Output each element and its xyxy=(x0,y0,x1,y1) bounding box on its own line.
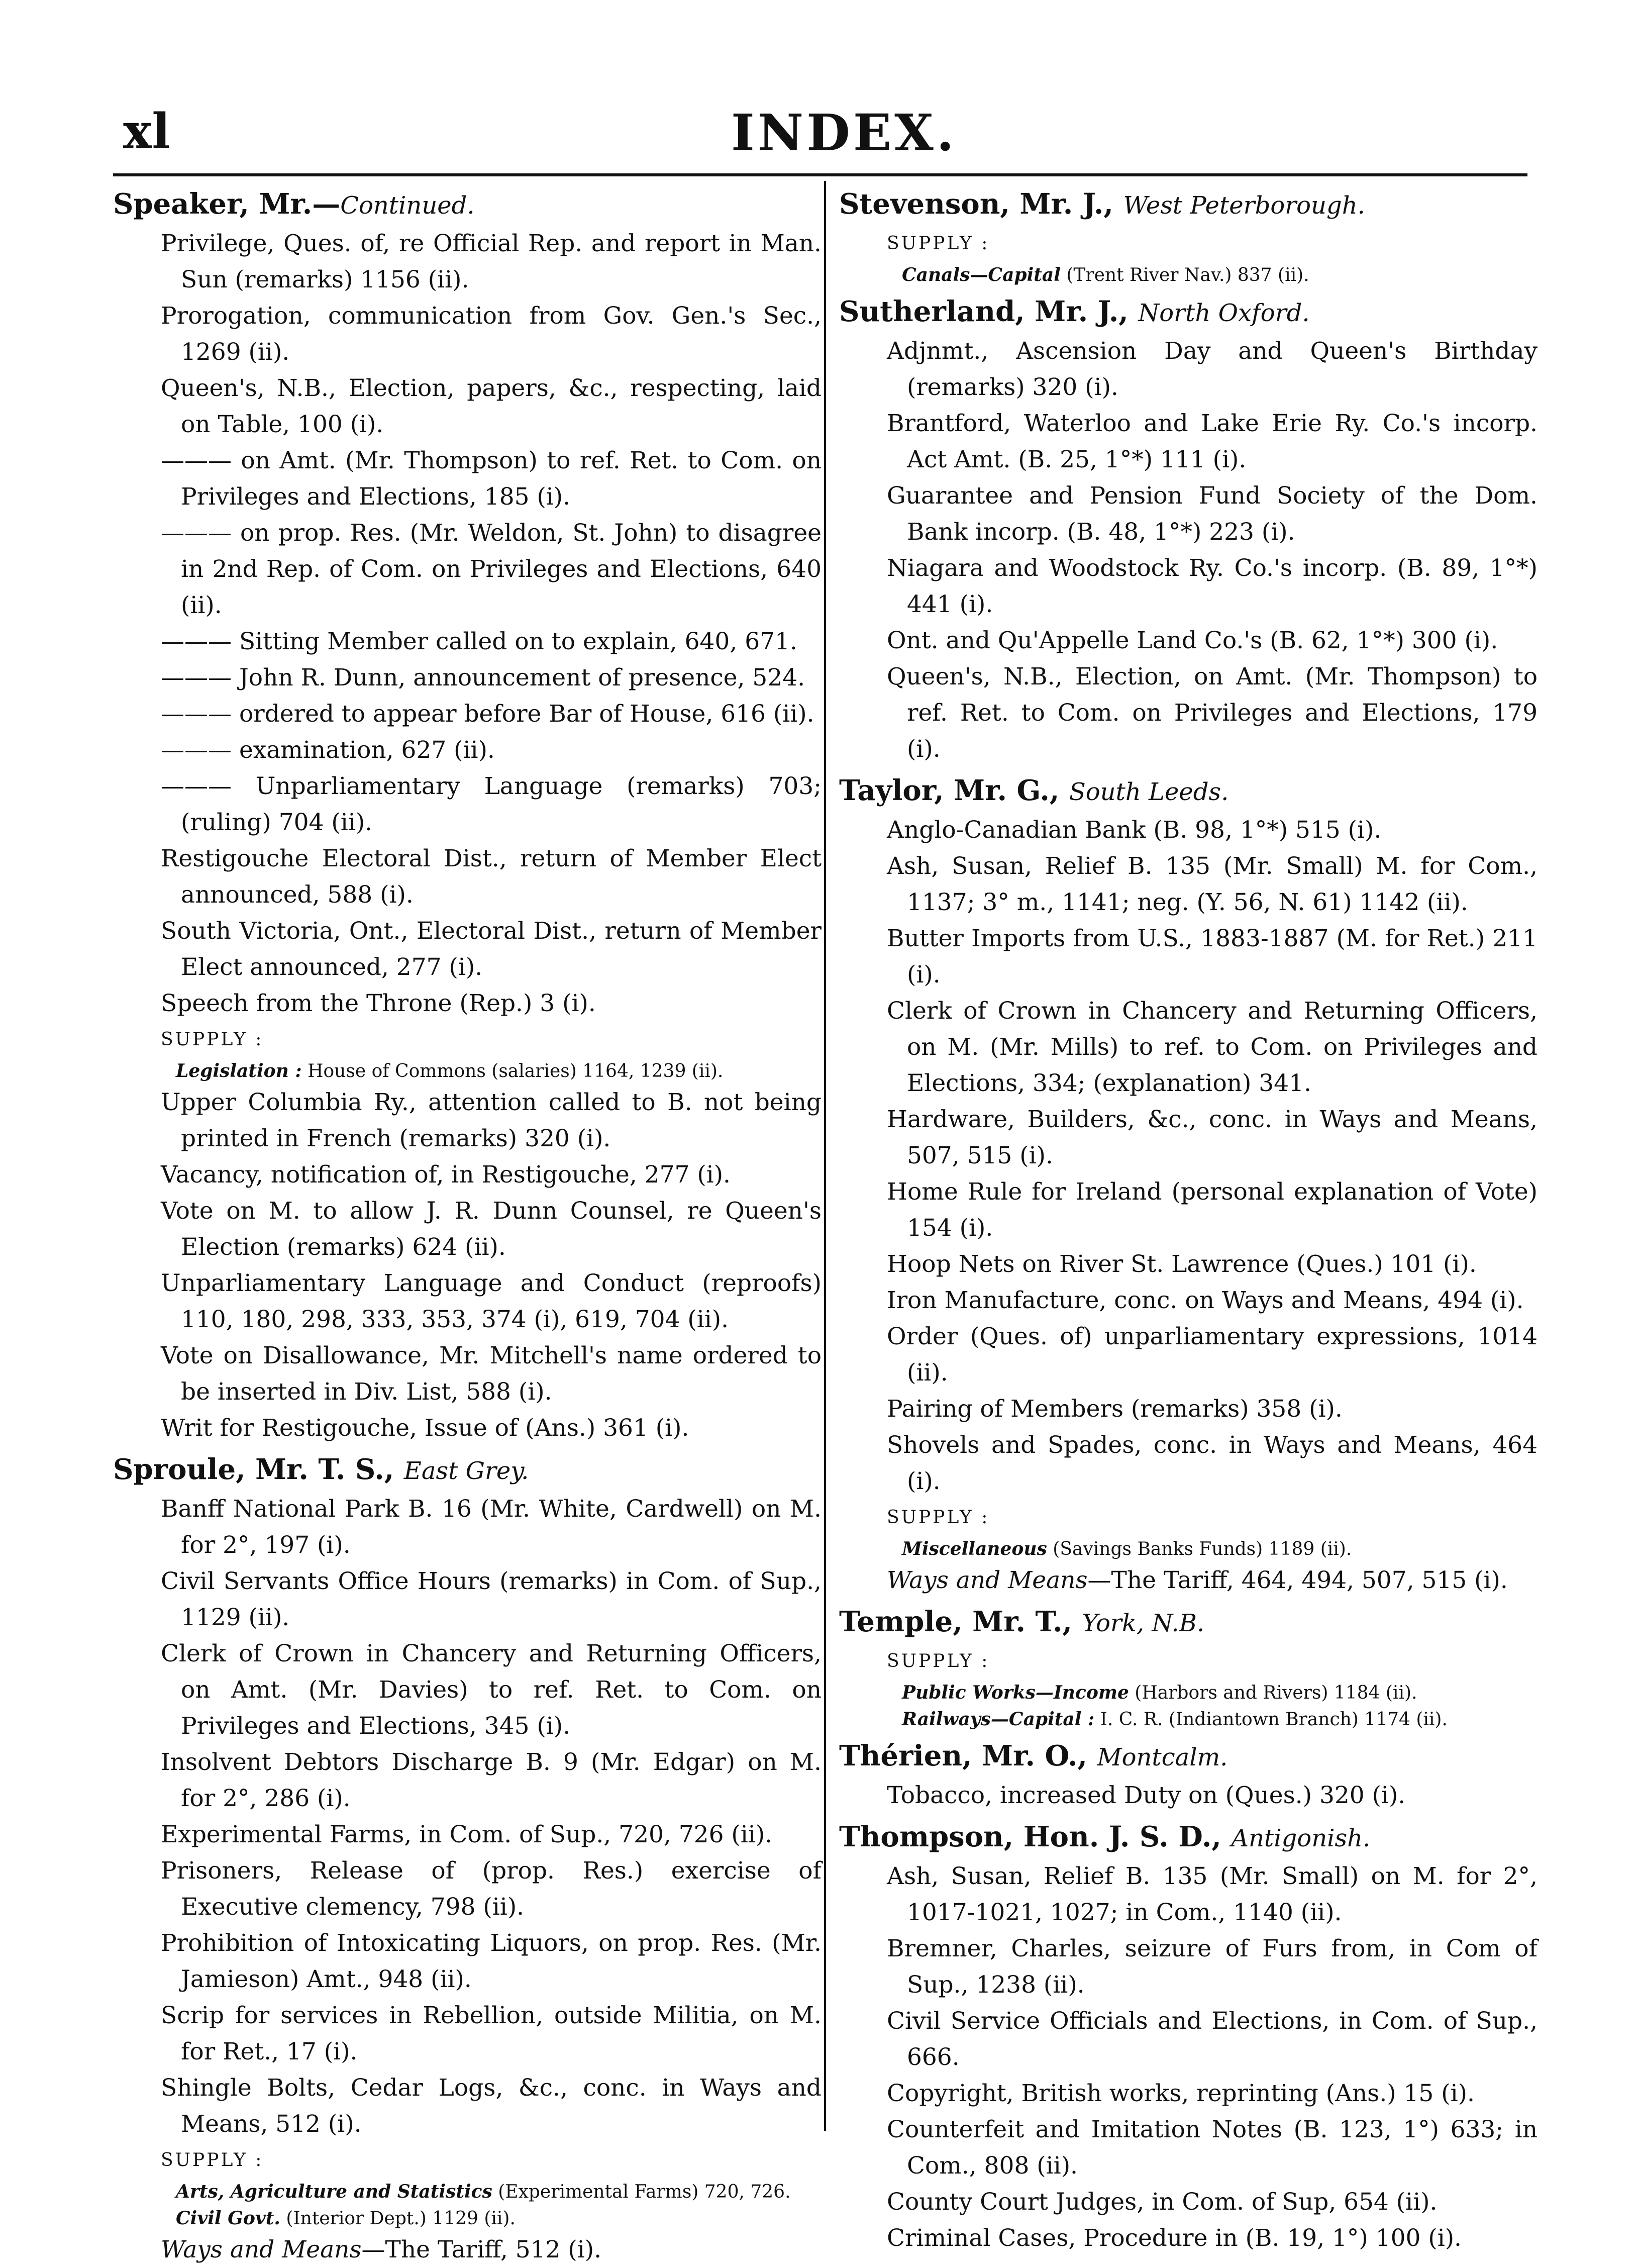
supply-item xyxy=(839,1536,1538,1562)
supply-text: I. C. R. (Indiantown Branch) 1174 (ii). xyxy=(1094,1709,1448,1730)
index-item: Queen's, N.B., Election, papers, &c., respecting, laid on Table, 100 (i). xyxy=(161,374,822,438)
entry-location: Continued. xyxy=(340,191,475,220)
index-item: County Court Judges, in Com. of Sup, 654 (ii). xyxy=(887,2188,1438,2216)
supply-category: Public Works—Income xyxy=(902,1682,1129,1703)
index-item: Upper Columbia Ry., attention called to B. not being printed in French (remarks) 320 (i). xyxy=(161,1089,822,1152)
index-item: Queen's, N.B., Election, on Amt. (Mr. Thompson) to ref. Ret. to Com. on Privileges and Elections, 179 (i). xyxy=(887,663,1538,763)
index-item: Ash, Susan, Relief B. 135 (Mr. Small) M. for Com., 1137; 3° m., 1141; neg. (Y. 56, N. 61) 1142 (ii). xyxy=(887,852,1538,916)
index-item: Unparliamentary Language and Conduct (reproofs) 110, 180, 298, 333, 353, 374 (i), 619, 704 (ii). xyxy=(161,1269,822,1333)
right-column xyxy=(839,186,1538,2256)
index-item: ——— on Amt. (Mr. Thompson) to ref. Ret. to Com. on Privileges and Elections, 185 (i). xyxy=(161,447,822,511)
index-item: ——— Unparliamentary Language (remarks) 703; (ruling) 704 (ii). xyxy=(161,772,822,836)
index-item: Restigouche Electoral Dist., return of Member Elect announced, 588 (i). xyxy=(161,845,822,909)
index-item: Speech from the Throne (Rep.) 3 (i). xyxy=(161,990,596,1017)
index-item: Vote on Disallowance, Mr. Mitchell's name ordered to be inserted in Div. List, 588 (i). xyxy=(161,1342,822,1406)
index-item: Privilege, Ques. of, re Official Rep. and report in Man. Sun (remarks) 1156 (ii). xyxy=(161,230,822,293)
index-item: Iron Manufacture, conc. on Ways and Means, 494 (i). xyxy=(887,1287,1524,1314)
entry-heading xyxy=(839,1604,1538,1641)
supply-label: SUPPLY : xyxy=(887,233,990,254)
supply-category: Canals—Capital xyxy=(902,264,1061,285)
index-item: ——— John R. Dunn, announcement of presence, 524. xyxy=(161,664,805,692)
index-item: Clerk of Crown in Chancery and Returning Officers, on Amt. (Mr. Davies) to ref. Ret. to Com. on Privileges and Elections, 345 (i). xyxy=(161,1640,822,1740)
index-item: Vacancy, notification of, in Restigouche, 277 (i). xyxy=(161,1161,731,1189)
ways-and-means-item xyxy=(113,2232,822,2268)
ways-and-means-category: Ways and Means xyxy=(887,1566,1088,1594)
ways-and-means-item xyxy=(839,1562,1538,1599)
entry-location: Antigonish. xyxy=(1231,1824,1371,1852)
supply-text: House of Commons (salaries) 1164, 1239 (ii). xyxy=(301,1061,724,1081)
entry-heading xyxy=(839,772,1538,810)
index-item: Shingle Bolts, Cedar Logs, &c., conc. in Ways and Means, 512 (i). xyxy=(161,2074,822,2138)
index-item: Writ for Restigouche, Issue of (Ans.) 361 (i). xyxy=(161,1414,689,1442)
supply-text: (Savings Banks Funds) 1189 (ii). xyxy=(1047,1539,1352,1559)
entry-name: Temple, Mr. T., xyxy=(839,1605,1072,1638)
supply-category: Miscellaneous xyxy=(902,1538,1047,1559)
supply-item xyxy=(839,262,1538,288)
index-item: Prisoners, Release of (prop. Res.) exercise of Executive clemency, 798 (ii). xyxy=(161,1857,822,1921)
index-item: Ont. and Qu'Appelle Land Co.'s (B. 62, 1°*) 300 (i). xyxy=(887,627,1498,654)
entry-name: Taylor, Mr. G., xyxy=(839,774,1060,807)
index-item: Tobacco, increased Duty on (Ques.) 320 (i). xyxy=(887,1782,1406,1809)
index-item: Butter Imports from U.S., 1883-1887 (M. for Ret.) 211 (i). xyxy=(887,925,1538,989)
index-item: Prohibition of Intoxicating Liquors, on prop. Res. (Mr. Jamieson) Amt., 948 (ii). xyxy=(161,1929,822,1993)
index-item: Brantford, Waterloo and Lake Erie Ry. Co.'s incorp. Act Amt. (B. 25, 1°*) 111 (i). xyxy=(887,410,1538,473)
index-item: Copyright, British works, reprinting (Ans.) 15 (i). xyxy=(887,2080,1475,2107)
index-item: Banff National Park B. 16 (Mr. White, Cardwell) on M. for 2°, 197 (i). xyxy=(161,1495,822,1559)
supply-text: (Experimental Farms) 720, 726. xyxy=(492,2182,791,2202)
supply-text: (Harbors and Rivers) 1184 (ii). xyxy=(1129,1683,1417,1703)
index-item: ——— on prop. Res. (Mr. Weldon, St. John) to disagree in 2nd Rep. of Com. on Privileges and Elections, 640 (ii). xyxy=(161,519,822,619)
supply-text: (Interior Dept.) 1129 (ii). xyxy=(280,2208,516,2229)
supply-label: SUPPLY : xyxy=(161,1029,264,1050)
supply-label: SUPPLY : xyxy=(887,1507,990,1528)
index-item: ——— Sitting Member called on to explain, 640, 671. xyxy=(161,628,797,655)
entry-heading xyxy=(839,1819,1538,1856)
supply-category: Arts, Agriculture and Statistics xyxy=(176,2181,492,2202)
entry-heading xyxy=(839,186,1538,224)
index-item: Clerk of Crown in Chancery and Returning Officers, on M. (Mr. Mills) to ref. to Com. on Privileges and Elections, 334; (explanation) 341. xyxy=(887,997,1538,1097)
supply-item xyxy=(113,1058,822,1084)
column-divider xyxy=(824,181,826,2131)
index-item: South Victoria, Ont., Electoral Dist., return of Member Elect announced, 277 (i). xyxy=(161,917,822,981)
entry-name: Thérien, Mr. O., xyxy=(839,1739,1087,1772)
index-item: Ash, Susan, Relief B. 135 (Mr. Small) on M. for 2°, 1017-1021, 1027; in Com., 1140 (ii). xyxy=(887,1862,1538,1926)
index-item: Insolvent Debtors Discharge B. 9 (Mr. Edgar) on M. for 2°, 286 (i). xyxy=(161,1748,822,1812)
index-item: ——— ordered to appear before Bar of House, 616 (ii). xyxy=(161,700,814,728)
entry-name: Sproule, Mr. T. S., xyxy=(113,1453,394,1486)
index-item: Hardware, Builders, &c., conc. in Ways and Means, 507, 515 (i). xyxy=(887,1106,1538,1169)
index-item: Criminal Cases, Procedure in (B. 19, 1°) 100 (i). xyxy=(887,2224,1462,2252)
supply-category: Civil Govt. xyxy=(176,2208,280,2229)
supply-category: Legislation : xyxy=(176,1060,302,1081)
ways-and-means-category: Ways and Means xyxy=(161,2236,362,2263)
supply-text: (Trent River Nav.) 837 (ii). xyxy=(1060,265,1309,285)
index-item: Civil Servants Office Hours (remarks) in Com. of Sup., 1129 (ii). xyxy=(161,1567,822,1631)
supply-item xyxy=(113,2179,822,2205)
index-item: Prorogation, communication from Gov. Gen.'s Sec., 1269 (ii). xyxy=(161,302,822,366)
page-title: INDEX. xyxy=(731,103,957,162)
index-item: Bremner, Charles, seizure of Furs from, in Com of Sup., 1238 (ii). xyxy=(887,1935,1538,1999)
index-item: Scrip for services in Rebellion, outside Militia, on M. for Ret., 17 (i). xyxy=(161,2002,822,2065)
entry-location: York, N.B. xyxy=(1082,1609,1205,1637)
supply-category: Railways—Capital : xyxy=(902,1709,1095,1730)
entry-heading xyxy=(839,293,1538,331)
entry-heading xyxy=(839,1738,1538,1776)
header-rule xyxy=(113,173,1527,176)
entry-name: Speaker, Mr.— xyxy=(113,187,341,221)
entry-heading xyxy=(113,1451,822,1489)
entry-location: Montcalm. xyxy=(1097,1743,1228,1771)
index-item: Vote on M. to allow J. R. Dunn Counsel, re Queen's Election (remarks) 624 (ii). xyxy=(161,1197,822,1261)
ways-and-means-text: —The Tariff, 512 (i). xyxy=(361,2236,602,2263)
entry-name: Sutherland, Mr. J., xyxy=(839,295,1129,328)
index-item: Experimental Farms, in Com. of Sup., 720, 726 (ii). xyxy=(161,1821,773,1848)
entry-heading xyxy=(113,186,822,224)
index-item: Civil Service Officials and Elections, in Com. of Sup., 666. xyxy=(887,2007,1538,2071)
index-item: Order (Ques. of) unparliamentary expressions, 1014 (ii). xyxy=(887,1323,1538,1387)
entry-location: South Leeds. xyxy=(1069,778,1229,806)
supply-item xyxy=(839,1680,1538,1706)
index-item: ——— examination, 627 (ii). xyxy=(161,736,495,764)
entry-name: Thompson, Hon. J. S. D., xyxy=(839,1820,1221,1853)
supply-item xyxy=(113,2205,822,2232)
index-item: Pairing of Members (remarks) 358 (i). xyxy=(887,1395,1343,1423)
page-number: xl xyxy=(123,103,170,160)
supply-label: SUPPLY : xyxy=(887,1651,990,1671)
index-item: Guarantee and Pension Fund Society of the Dom. Bank incorp. (B. 48, 1°*) 223 (i). xyxy=(887,482,1538,546)
index-item: Hoop Nets on River St. Lawrence (Ques.) 101 (i). xyxy=(887,1250,1477,1278)
supply-label: SUPPLY : xyxy=(161,2150,264,2171)
supply-item xyxy=(839,1706,1538,1733)
index-item: Anglo-Canadian Bank (B. 98, 1°*) 515 (i). xyxy=(887,816,1382,844)
index-item: Adjnmt., Ascension Day and Queen's Birthday (remarks) 320 (i). xyxy=(887,337,1538,401)
ways-and-means-text: —The Tariff, 464, 494, 507, 515 (i). xyxy=(1087,1566,1508,1594)
left-column xyxy=(113,186,822,2268)
entry-location: West Peterborough. xyxy=(1123,191,1365,220)
index-item: Home Rule for Ireland (personal explanation of Vote) 154 (i). xyxy=(887,1178,1538,1242)
index-item: Shovels and Spades, conc. in Ways and Means, 464 (i). xyxy=(887,1431,1538,1495)
entry-location: East Grey. xyxy=(403,1457,529,1485)
entry-location: North Oxford. xyxy=(1138,299,1310,327)
index-item: Niagara and Woodstock Ry. Co.'s incorp. (B. 89, 1°*) 441 (i). xyxy=(887,554,1538,618)
index-item: Counterfeit and Imitation Notes (B. 123, 1°) 633; in Com., 808 (ii). xyxy=(887,2116,1538,2180)
entry-name: Stevenson, Mr. J., xyxy=(839,187,1113,221)
